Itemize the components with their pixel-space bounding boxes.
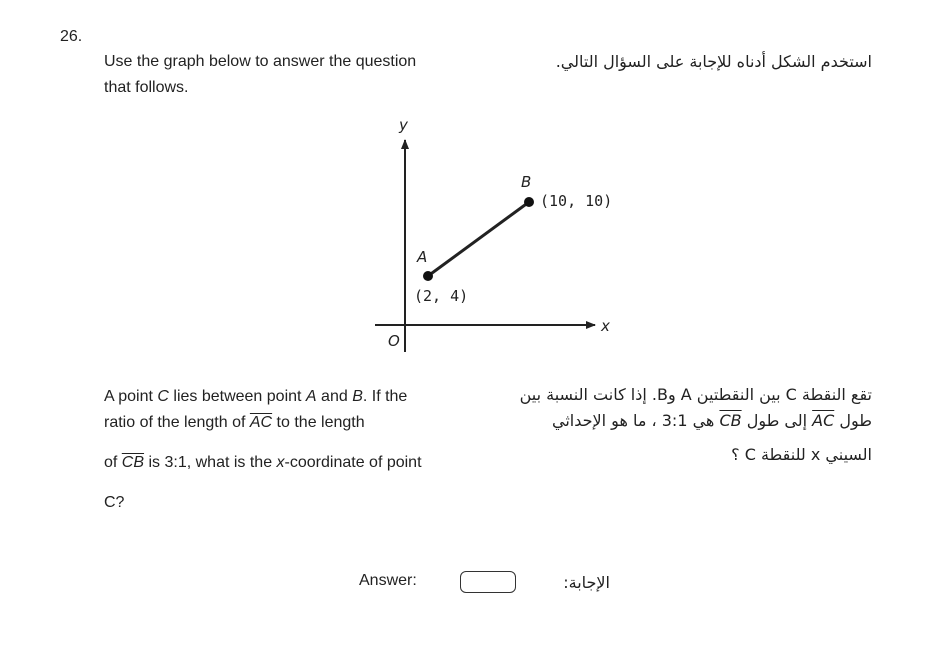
point-b [524, 197, 534, 207]
instruction-en-line1: Use the graph below to answer the question [104, 53, 417, 70]
answer-input[interactable] [460, 571, 516, 593]
answer-label-en: Answer: [359, 572, 417, 589]
segment-cb-notation: $\overline{CB}$ [121, 454, 145, 471]
instruction-en [104, 49, 484, 101]
x-axis-label: x [601, 317, 610, 335]
point-b-coords: (10, 10) [540, 192, 613, 210]
question-en-line1: A point C lies between point A and B. If the [104, 388, 408, 405]
segment-ab [428, 202, 529, 276]
coordinate-graph [340, 110, 640, 360]
origin-label: O [388, 332, 400, 350]
question-number: 26. [60, 28, 83, 45]
question-en-line3: of $\overline{CB}$ is 3:1, what is the x-coordinate of point [104, 454, 422, 471]
question-ar [500, 382, 872, 468]
instruction-en-line2: that follows. [104, 79, 189, 96]
point-a-label: A [417, 248, 428, 266]
instruction-ar: استخدم الشكل أدناه للإجابة على السؤال التالي. [555, 52, 872, 71]
point-a [423, 271, 433, 281]
question-ar-line1: تقع النقطة C بين النقطتين A وB. إذا كانت النسبة بين [519, 385, 872, 404]
point-a-coords: (2, 4) [414, 287, 469, 305]
question-en [104, 384, 484, 516]
y-axis-label: y [399, 116, 408, 134]
question-en-line2: ratio of the length of $\overline{AC}$ to the length [104, 414, 365, 431]
answer-label-ar: الإجابة: [563, 573, 610, 592]
question-ar-line3: السيني x للنقطة C ؟ [731, 445, 872, 464]
segment-ac-notation: $\overline{AC}$ [249, 414, 273, 431]
question-en-line4: C? [104, 494, 125, 511]
point-b-label: B [521, 173, 532, 191]
question-ar-line2: طول AC إلى طول CB هي 3:1 ، ما هو الإحداثي [552, 411, 872, 430]
